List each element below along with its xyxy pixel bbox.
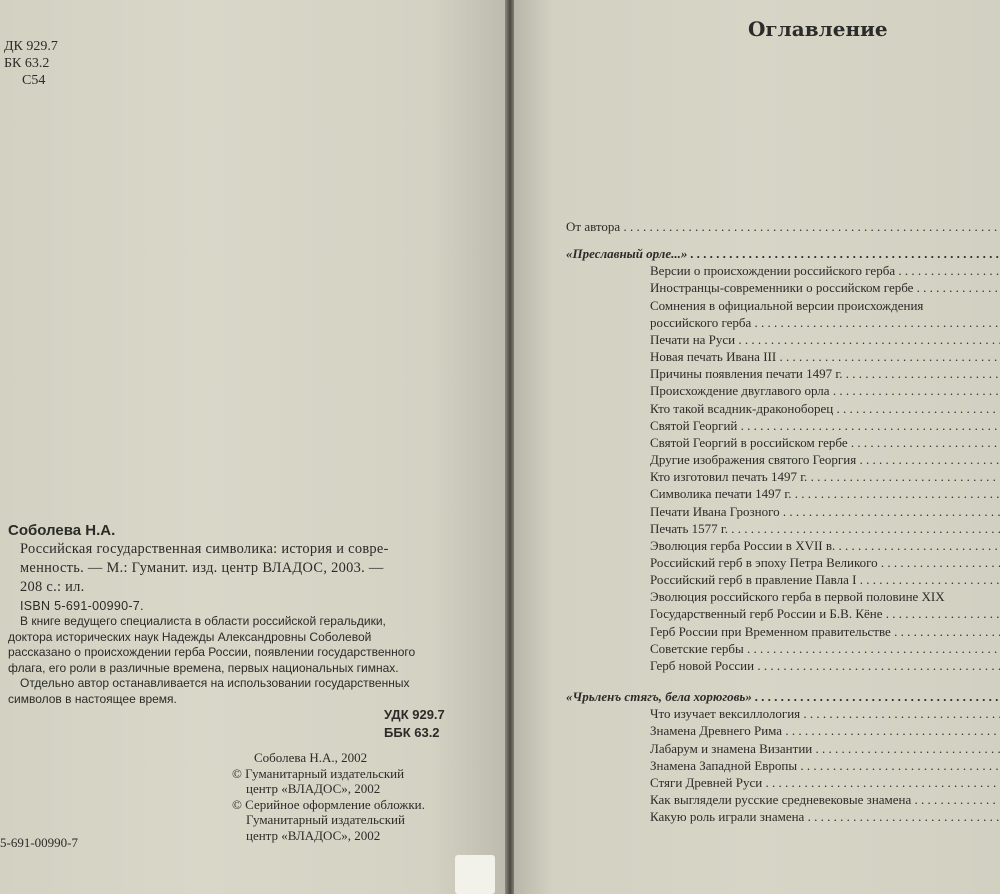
copyright-line: © Гуманитарный издательский	[232, 765, 405, 781]
toc-entry: Кто такой всадник-драконоборец . . .	[566, 400, 1000, 417]
toc-section-heading: «Чрьленъ стягъ, бела хорюговь» . . .	[566, 688, 1000, 705]
toc-entry: Новая печать Ивана III . . .	[566, 348, 1000, 365]
toc-entry: Как выглядели русские средневековые знамена . . .	[566, 791, 1000, 808]
classification-codes	[4, 38, 58, 89]
toc-entry: Российский герб в правление Павла I . . .	[566, 571, 1000, 588]
annotation-line: рассказано о происхождении герба России, появлении государственного	[8, 645, 416, 659]
toc-entry: Герб новой России . . .	[566, 657, 1000, 674]
paper-tear	[455, 855, 495, 894]
toc-entry: Печати на Руси . . .	[566, 331, 1000, 348]
author-name: Соболева Н.А.	[8, 522, 116, 539]
toc-entry: Святой Георгий . . .	[566, 417, 1000, 434]
toc-entry: Кто изготовил печать 1497 г. . . .	[566, 468, 1000, 485]
toc-entry: Причины появления печати 1497 г. . . .	[566, 365, 1000, 382]
toc-entry: Происхождение двуглавого орла . . .	[566, 382, 1000, 399]
toc-entry: Эволюция российского герба в первой половине XIX	[650, 589, 945, 605]
toc-entry: Святой Георгий в российском гербе . . .	[566, 434, 1000, 451]
isbn-line: ISBN 5-691-00990-7.	[20, 599, 144, 613]
bib-line: менность. — М.: Гуманит. изд. центр ВЛАДОС, 2003. —	[20, 560, 384, 576]
bleed-through-text	[95, 320, 103, 354]
toc-entry: Версии о происхождении российского герба . . .	[566, 262, 1000, 279]
isbn-bottom: 5-691-00990-7	[0, 835, 78, 850]
toc-entry: Лабарум и знамена Византии . . .	[566, 740, 1000, 757]
annotation-line: доктора исторических наук Надежды Александровны Соболевой	[8, 629, 372, 644]
toc-entry: Эволюция герба России в XVII в. . . .	[566, 537, 1000, 554]
toc-entry: Иностранцы-современники о российском гербе . . .	[566, 279, 1000, 296]
udk-bbk-block	[384, 706, 445, 742]
toc-entry-intro: От автора . . .	[566, 218, 1000, 235]
copyright-line: © Серийное оформление обложки.	[232, 796, 425, 812]
udk-code: УДК 929.7	[384, 707, 445, 722]
annotation-line: символов в настоящее время.	[8, 691, 177, 706]
bib-line: 208 с.: ил.	[20, 579, 85, 595]
annotation	[8, 614, 478, 707]
copyright-line: Соболева Н.А., 2002	[254, 750, 368, 765]
page-title: Оглавление	[748, 17, 888, 41]
toc-entry: Какую роль играли знамена . . .	[566, 808, 1000, 825]
bbk-code-top: БК 63.2	[4, 56, 50, 71]
annotation-line: Отдельно автор останавливается на использовании государственных	[20, 676, 410, 690]
toc-entry: Стяги Древней Руси . . .	[566, 774, 1000, 791]
toc-entry: Знамена Древнего Рима . . .	[566, 722, 1000, 739]
table-of-contents	[566, 218, 1000, 825]
copyright-line: центр «ВЛАДОС», 2002	[246, 827, 381, 843]
toc-entry: Другие изображения святого Георгия . . .	[566, 451, 1000, 468]
bbk-code: ББК 63.2	[384, 725, 440, 740]
toc-entry: Сомнения в официальной версии происхождения	[650, 297, 924, 313]
toc-entry: Печати Ивана Грозного . . .	[566, 503, 1000, 520]
toc-entry: Печать 1577 г. . . .	[566, 520, 1000, 537]
toc-entry: Что изучает вексиллология . . .	[566, 705, 1000, 722]
udk-code-top: ДК 929.7	[4, 39, 58, 54]
annotation-line: флага, его роли в различные времена, первых национальных гимнах.	[8, 660, 399, 675]
copyright-block	[232, 750, 425, 844]
bleed-through-text	[95, 270, 103, 304]
toc-entry: Государственный герб России и Б.В. Кёне . . .	[566, 605, 1000, 622]
toc-section-heading: «Преславный орле...» . . .	[566, 245, 1000, 262]
annotation-line: В книге ведущего специалиста в области российской геральдики,	[20, 614, 386, 628]
toc-entry: российского герба . . .	[566, 314, 1000, 331]
bibliographic-record	[20, 540, 470, 616]
right-page	[514, 0, 1000, 894]
bib-line: Российская государственная символика: история и совре-	[20, 541, 389, 557]
toc-entry: Советские гербы . . .	[566, 640, 1000, 657]
toc-entry: Герб России при Временном правительстве . . .	[566, 623, 1000, 640]
toc-entry: Символика печати 1497 г. . . .	[566, 485, 1000, 502]
copyright-line: Гуманитарный издательский	[246, 812, 405, 828]
toc-entry: Знамена Западной Европы . . .	[566, 757, 1000, 774]
author-mark: С54	[22, 73, 46, 88]
copyright-line: центр «ВЛАДОС», 2002	[246, 781, 381, 797]
toc-entry: Российский герб в эпоху Петра Великого . . .	[566, 554, 1000, 571]
